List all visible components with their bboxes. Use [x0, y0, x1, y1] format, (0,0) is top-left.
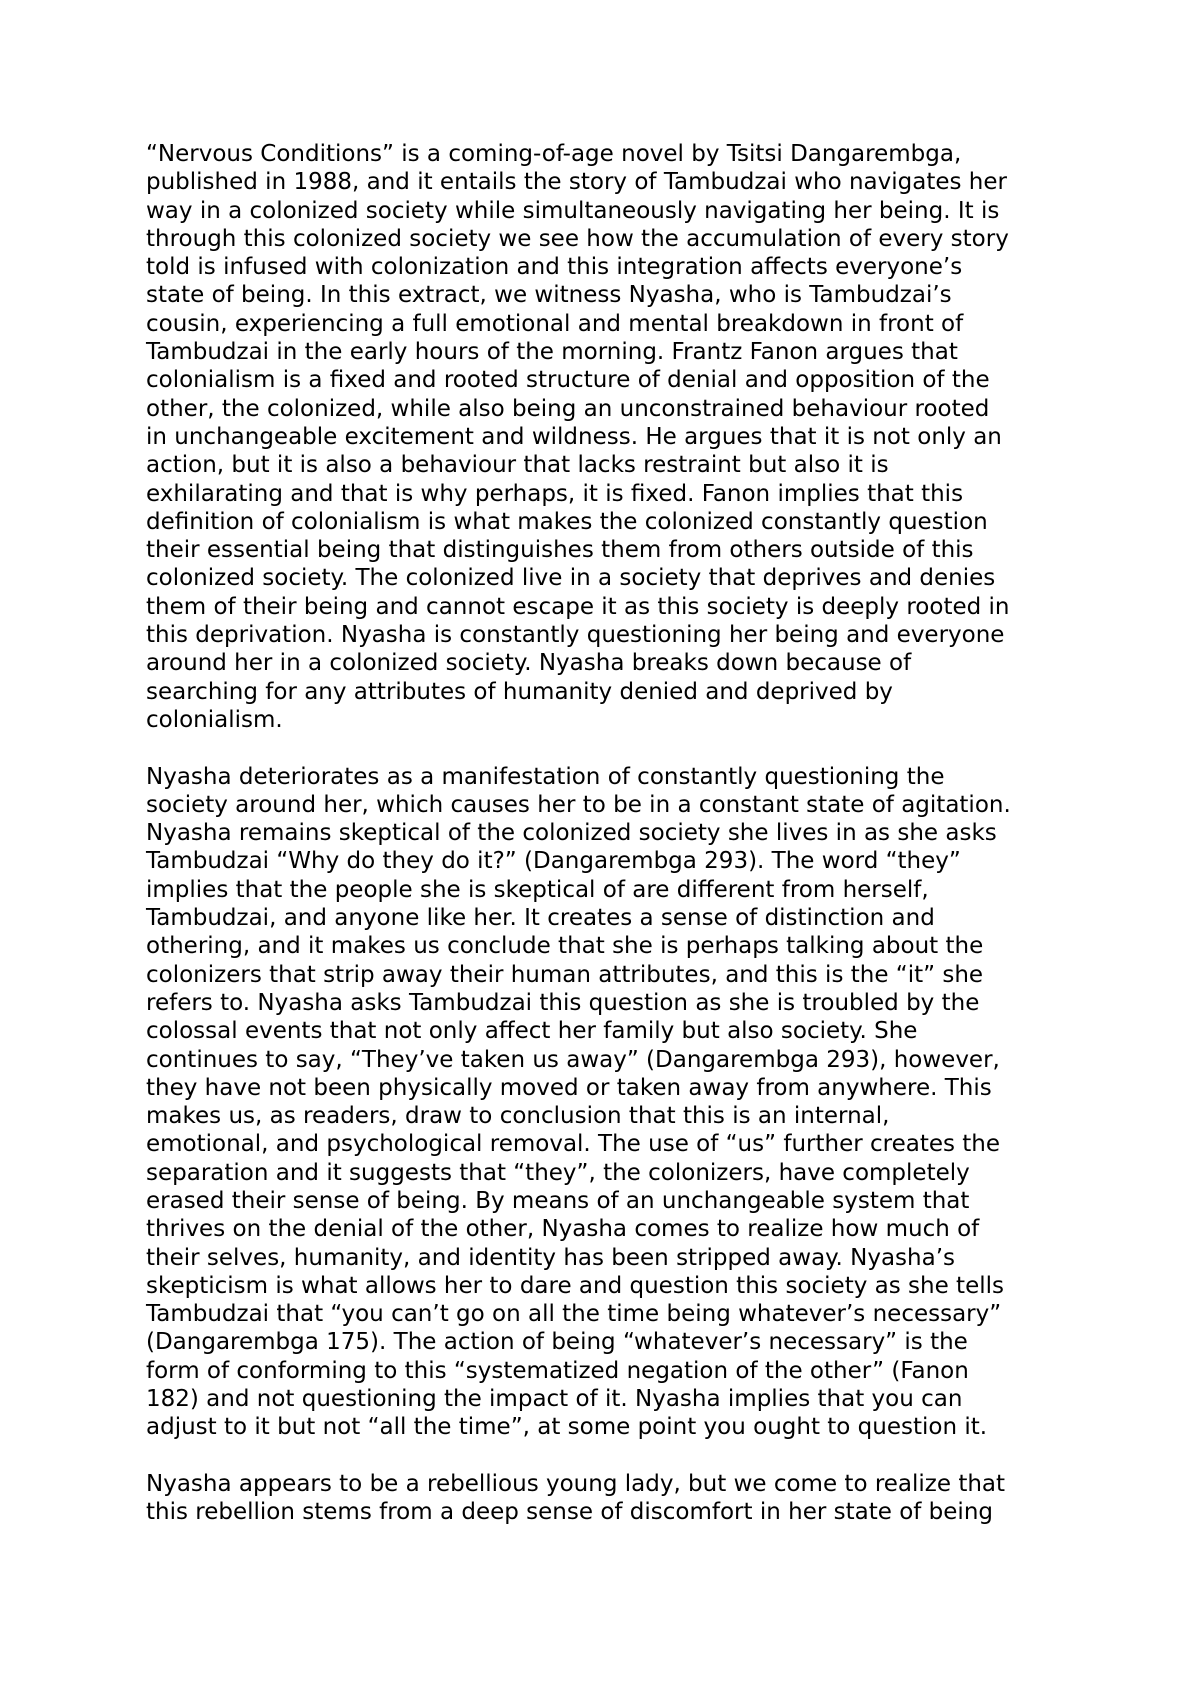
text-line: state of being. In this extract, we witness Nyasha, who is Tambudzai’s	[146, 282, 952, 309]
text-line: form of conforming to this “systematized negation of the other” (Fanon	[146, 1357, 969, 1384]
text-line: Nyasha remains skeptical of the colonized society she lives in as she asks	[146, 820, 997, 847]
paragraph-gap	[146, 1442, 1086, 1470]
text-line: their essential being that distinguishes them from others outside of this	[146, 537, 974, 564]
text-line: other, the colonized, while also being an unconstrained behaviour rooted	[146, 395, 990, 422]
text-line: 182) and not questioning the impact of it. Nyasha implies that you can	[146, 1386, 963, 1413]
text-line: adjust to it but not “all the time”, at some point you ought to question it.	[146, 1414, 988, 1441]
text-line: thrives on the denial of the other, Nyasha comes to realize how much of	[146, 1216, 980, 1243]
text-line: colonized society. The colonized live in a society that deprives and denies	[146, 565, 996, 592]
text-line: “Nervous Conditions” is a coming-of-age novel by Tsitsi Dangarembga,	[146, 141, 962, 167]
text-line: continues to say, “They’ve taken us away” (Dangarembga 293), however,	[146, 1046, 1000, 1073]
text-line: Nyasha deteriorates as a manifestation of constantly questioning the	[146, 763, 945, 790]
text-line: othering, and it makes us conclude that she is perhaps talking about the	[146, 933, 984, 960]
text-line: Tambudzai in the early hours of the morning. Frantz Fanon argues that	[146, 339, 958, 366]
paragraph-gap	[146, 734, 1086, 762]
text-line: through this colonized society we see how the accumulation of every story	[146, 225, 1009, 252]
text-line: they have not been physically moved or taken away from anywhere. This	[146, 1074, 992, 1101]
text-line: (Dangarembga 175). The action of being “whatever’s necessary” is the	[146, 1329, 968, 1356]
text-line: Tambudzai that “you can’t go on all the time being whatever’s necessary”	[146, 1301, 1002, 1328]
text-line: colonialism.	[146, 706, 283, 733]
text-line: around her in a colonized society. Nyasha breaks down because of	[146, 650, 912, 677]
text-line: exhilarating and that is why perhaps, it is fixed. Fanon implies that this	[146, 480, 964, 507]
text-line: colonialism is a fixed and rooted structure of denial and opposition of the	[146, 367, 990, 394]
text-line: colossal events that not only affect her family but also society. She	[146, 1018, 918, 1045]
text-line: Tambudzai, and anyone like her. It creates a sense of distinction and	[146, 905, 935, 932]
paragraph-3	[146, 1470, 1086, 1527]
document-body	[146, 140, 1086, 1527]
text-line: Nyasha appears to be a rebellious young lady, but we come to realize that	[146, 1470, 1006, 1497]
text-line: emotional, and psychological removal. The use of “us” further creates the	[146, 1131, 1001, 1158]
paragraph-1	[146, 140, 1086, 734]
text-line: skepticism is what allows her to dare and question this society as she tells	[146, 1272, 1004, 1299]
text-line: definition of colonialism is what makes the colonized constantly question	[146, 508, 988, 535]
text-line: them of their being and cannot escape it as this society is deeply rooted in	[146, 593, 1010, 620]
text-line: cousin, experiencing a full emotional and mental breakdown in front of	[146, 310, 964, 337]
text-line: this rebellion stems from a deep sense of discomfort in her state of being	[146, 1499, 993, 1526]
text-line: way in a colonized society while simultaneously navigating her being. It is	[146, 197, 1000, 224]
text-line: colonizers that strip away their human attributes, and this is the “it” she	[146, 961, 984, 988]
text-line: makes us, as readers, draw to conclusion that this is an internal,	[146, 1103, 890, 1130]
text-line: separation and it suggests that “they”, the colonizers, have completely	[146, 1159, 970, 1186]
text-line: society around her, which causes her to be in a constant state of agitation.	[146, 791, 1011, 818]
text-line: Tambudzai “Why do they do it?” (Dangarembga 293). The word “they”	[146, 848, 961, 875]
text-line: action, but it is also a behaviour that lacks restraint but also it is	[146, 452, 889, 479]
paragraph-2	[146, 763, 1086, 1442]
text-line: published in 1988, and it entails the story of Tambudzai who navigates her	[146, 169, 1007, 196]
text-line: their selves, humanity, and identity has been stripped away. Nyasha’s	[146, 1244, 955, 1271]
text-line: refers to. Nyasha asks Tambudzai this question as she is troubled by the	[146, 989, 980, 1016]
text-line: told is infused with colonization and this integration affects everyone’s	[146, 254, 963, 281]
text-line: this deprivation. Nyasha is constantly questioning her being and everyone	[146, 622, 1005, 649]
text-line: implies that the people she is skeptical of are different from herself,	[146, 876, 929, 903]
text-line: in unchangeable excitement and wildness. He argues that it is not only an	[146, 423, 1002, 450]
text-line: searching for any attributes of humanity denied and deprived by	[146, 678, 893, 705]
text-line: erased their sense of being. By means of an unchangeable system that	[146, 1187, 970, 1214]
